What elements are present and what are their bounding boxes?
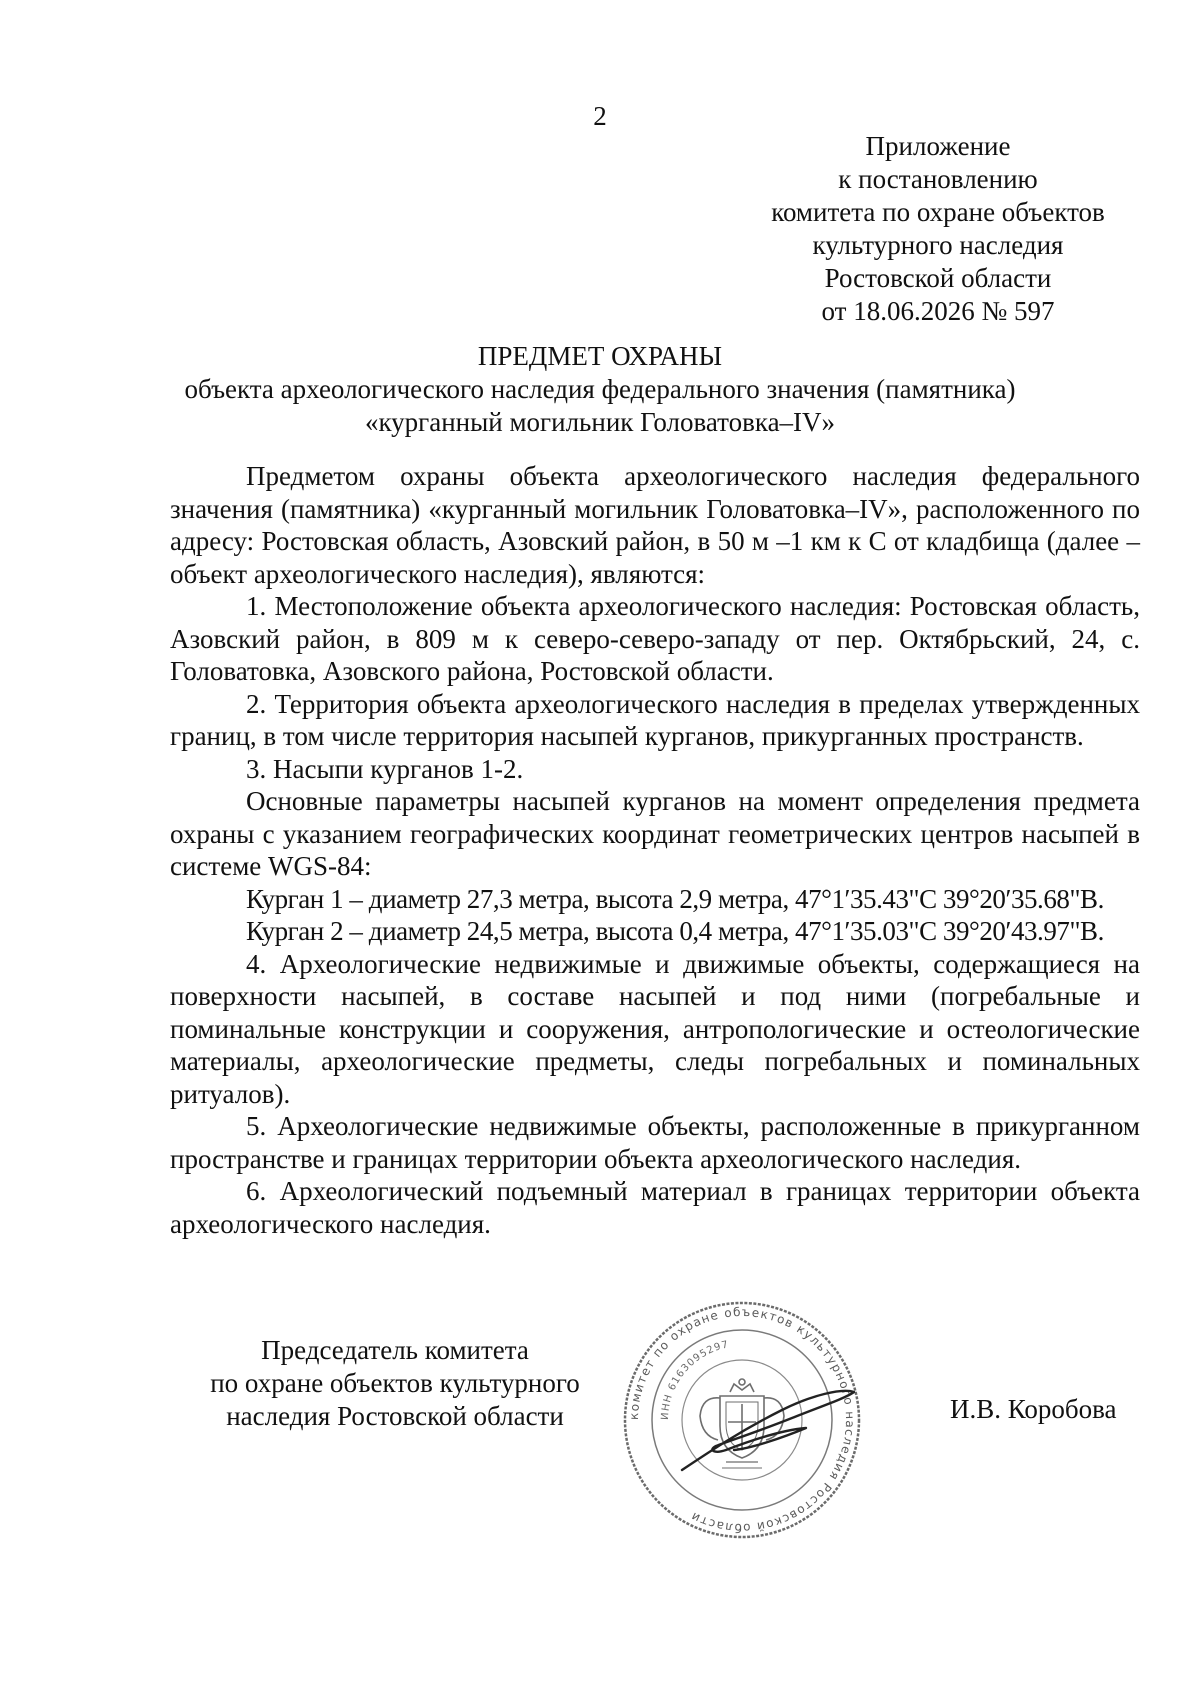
coat-of-arms-emblem xyxy=(700,1379,784,1468)
appendix-line: Приложение xyxy=(865,131,1011,161)
item-paragraph: 3. Насыпи курганов 1-2. xyxy=(246,753,524,784)
item-paragraph: 5. Археологические недвижимые объекты, расположенные в прикурганном пространстве и границах территории объекта археологического наследия. xyxy=(170,1111,1140,1174)
signer-name: И.В. Коробова xyxy=(950,1394,1117,1424)
official-seal xyxy=(622,1300,862,1540)
appendix-line: от 18.06.2026 № 597 xyxy=(821,296,1055,326)
item-paragraph: 2. Территория объекта археологического наследия в пределах утвержденных границ, в том числе территория насыпей курганов, прикурганных пространств. xyxy=(170,688,1140,751)
signatory-position xyxy=(165,1334,625,1433)
parameters-paragraph: Основные параметры насыпей курганов на момент определения предмета охраны с указанием географических координат геометрических центров насыпей в системе WGS-84: xyxy=(170,786,1140,881)
appendix-line: к постановлению xyxy=(838,164,1038,194)
appendix-line: Ростовской области xyxy=(824,263,1052,293)
document-title: ПРЕДМЕТ ОХРАНЫ xyxy=(477,341,723,371)
position-line: по охране объектов культурного xyxy=(210,1368,580,1398)
kurgan-line: Курган 1 – диаметр 27,3 метра, высота 2,9 метра, 47°1′35.43"С 39°20′35.68"В. xyxy=(246,883,1104,914)
item-paragraph: 4. Археологические недвижимые и движимые объекты, содержащиеся на поверхности насыпей, в составе насыпей и под ними (погребальные и поминальные конструкции и сооружения, антропологические и остеологические материалы, археологические предметы, следы погребальных и поминальных ритуалов). xyxy=(170,948,1140,1109)
document-subtitle-line: объекта археологического наследия федерального значения (памятника) xyxy=(184,374,1016,404)
page-number: 2 xyxy=(593,101,607,131)
kurgan-line: Курган 2 – диаметр 24,5 метра, высота 0,4 метра, 47°1′35.03"С 39°20′43.97"В. xyxy=(246,916,1104,946)
position-line: Председатель комитета xyxy=(261,1335,529,1365)
seal-outer-text: комитет по охране объектов культурного наследия Ростовской области xyxy=(626,1304,858,1536)
document-body xyxy=(170,460,1140,1240)
handwritten-signature xyxy=(682,1391,854,1470)
document-subtitle-line: «курганный могильник Головатовка–IV» xyxy=(364,407,836,437)
appendix-block xyxy=(748,130,1128,328)
appendix-line: культурного наследия xyxy=(812,230,1064,260)
intro-paragraph: Предметом охраны объекта археологического наследия федерального значения (памятника) «курганный могильник Головатовка–IV», расположенного по адресу: Ростовская область, Азовский район, в 50 м –1 км к С от кладбища (далее – объект археологического наследия), являются: xyxy=(170,461,1140,589)
appendix-line: комитета по охране объектов xyxy=(771,197,1105,227)
seal-inner-text: ИНН 6163095297 xyxy=(659,1339,731,1421)
document-heading xyxy=(0,340,1200,439)
item-paragraph: 6. Археологический подъемный материал в границах территории объекта археологического наследия. xyxy=(170,1176,1140,1239)
position-line: наследия Ростовской области xyxy=(226,1401,564,1431)
item-paragraph: 1. Местоположение объекта археологического наследия: Ростовская область, Азовский район, в 809 м к северо-северо-западу от пер. Октябрьский, 24, с. Головатовка, Азовского района, Ростовской области. xyxy=(170,591,1140,686)
